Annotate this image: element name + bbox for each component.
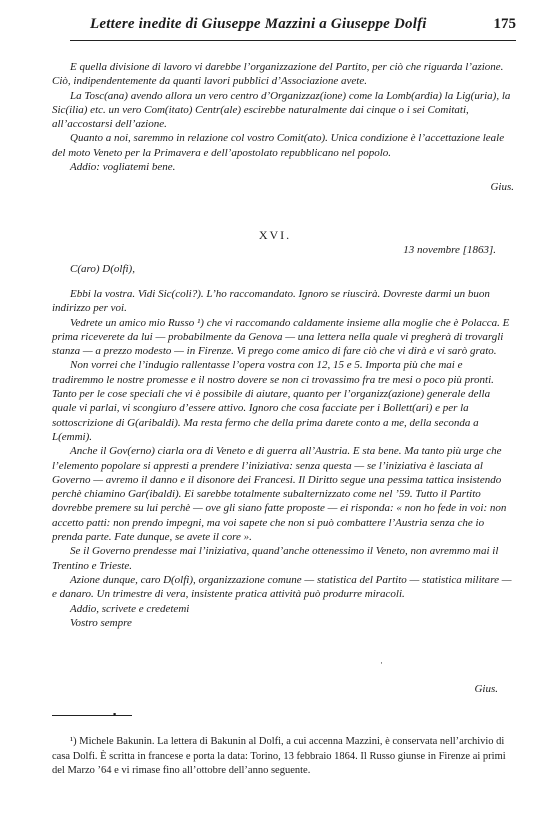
previous-letter-body [52,60,516,174]
closing-line: Vostro sempre [70,616,132,629]
previous-letter-signature: Gius. [490,181,514,193]
letter-date: 13 novembre [1863]. [403,244,496,256]
closing-line: Addio, scrivete e credetemi [70,602,190,615]
paragraph: Addio: vogliatemi bene. [70,161,176,174]
paragraph: Quanto a noi, saremmo in relazione col vostro Comit(ato). Unica condizione è l’accettazione leale del moto Veneto per la Primavera e dell’apostolato repubblicano nel popolo. [52,132,505,159]
footnote: ¹) Michele Bakunin. La lettera di Bakunin al Dolfi, a cui accenna Mazzini, è conservata nell’archivio di casa Dolfi. È scritta in francese e porta la data: Torino, 13 febbraio 1864. Il Russo giunse in Firenze ai primi del Marzo ’64 e vi rimase fino all’ottobre dell’anno seguente. [52,736,506,776]
print-dot-icon: · [380,658,383,668]
paragraph: Vedrete un amico mio Russo ¹) che vi raccomando caldamente insieme alla moglie che è Polacca. E prima riceverete da lui — probabilmente da Genova — una lettera nella quale vi pregherà di trovargli stanza — a prezzo modesto — in Firenze. Vi prego come amico di fare ciò che vi dirà e vi sarò grato. [52,316,510,358]
page-number: 175 [493,16,516,32]
running-header [70,14,516,41]
paragraph: Ebbi la vostra. Vidi Sic(coli?). L’ho raccomandato. Ignoro se riuscirà. Dovreste darmi un buon indirizzo per voi. [52,288,490,315]
paragraph: Azione dunque, caro D(olfi), organizzazione comune — statistica del Partito — statistica militare — e danaro. Un trimestre di vera, insistente pratica attività può produrre miracoli. [52,573,512,601]
letter-salutation: C(aro) D(olfi), [70,263,135,275]
running-title: Lettere inedite di Giuseppe Mazzini a Giuseppe Dolfi [90,16,427,32]
letter-date-block [52,243,516,257]
letter-number: XVI. [258,228,292,242]
letter-salutation-block [52,262,516,276]
letter-body [52,287,516,630]
paragraph: La Tosc(ana) avendo allora un vero centro d’Organizzaz(ione) come la Lomb(ardia) la Lig(uria), la Sic(ilia) etc. un vero Com(itato) Centr(ale) escirebbe naturalmente dai cinque o i sei Comitati, all’accostarsi dell’azione. [52,89,511,131]
paragraph: Anche il Gov(erno) ciarla ora di Veneto e di guerra all’Austria. E sta bene. Ma tanto più urge che l’elemento popolare si appresti a prendere l’iniziativa: senza questa — se l’iniziativa è lasciata al Governo — avremo il danno e il disonore dei Francesi. Il Diritto segue una pessima tattica insistendo perchè chiamino Gar(ibaldi). Ei sarebbe totalmente subalternizzato come nel ’59. Tutto il Partito dovrebbe premere su lui perchè — ove gli siano fatte proposte — ei risponda: « non ho fede in voi: non accetto patti: non prendo impegni, ma voi sapete che non si può combattere l’Austria senza che io prenda parte. Fate dunque, se avete il core ». [52,445,507,544]
footnote-mark-icon: ▪ [113,709,117,719]
footnote-rule [52,715,132,716]
paragraph: Non vorrei che l’indugio rallentasse l’opera vostra con 12, 15 e 5. Importa più che mai e tradiremmo le nostre promesse e il nostro dovere se non ci trovassimo fra tre mesi o poco più pronti. Tanto per le cose speciali che vi è possibile di aiutare, quanto per l’organizz(azione) generale della quale vi parlai, vi scongiuro d’essere attivo. Ignoro che cosa facciate per i Bollett(ari) e per la sottoscrizione di G(aribaldi). Ma resta fermo che della prima darete conto a me, della seconda a L(emmi). [52,359,494,443]
letter-signature: Gius. [474,683,498,695]
paragraph: E quella divisione di lavoro vi darebbe l’organizzazione del Partito, per ciò che riguarda l’azione. Ciò, indipendentemente da quanti lavori pubblici d’Associazione avete. [52,61,504,88]
paragraph: Se il Governo prendesse mai l’iniziativa, quand’anche ottenessimo il Veneto, non avremmo mai il Trentino e Trieste. [52,545,499,572]
